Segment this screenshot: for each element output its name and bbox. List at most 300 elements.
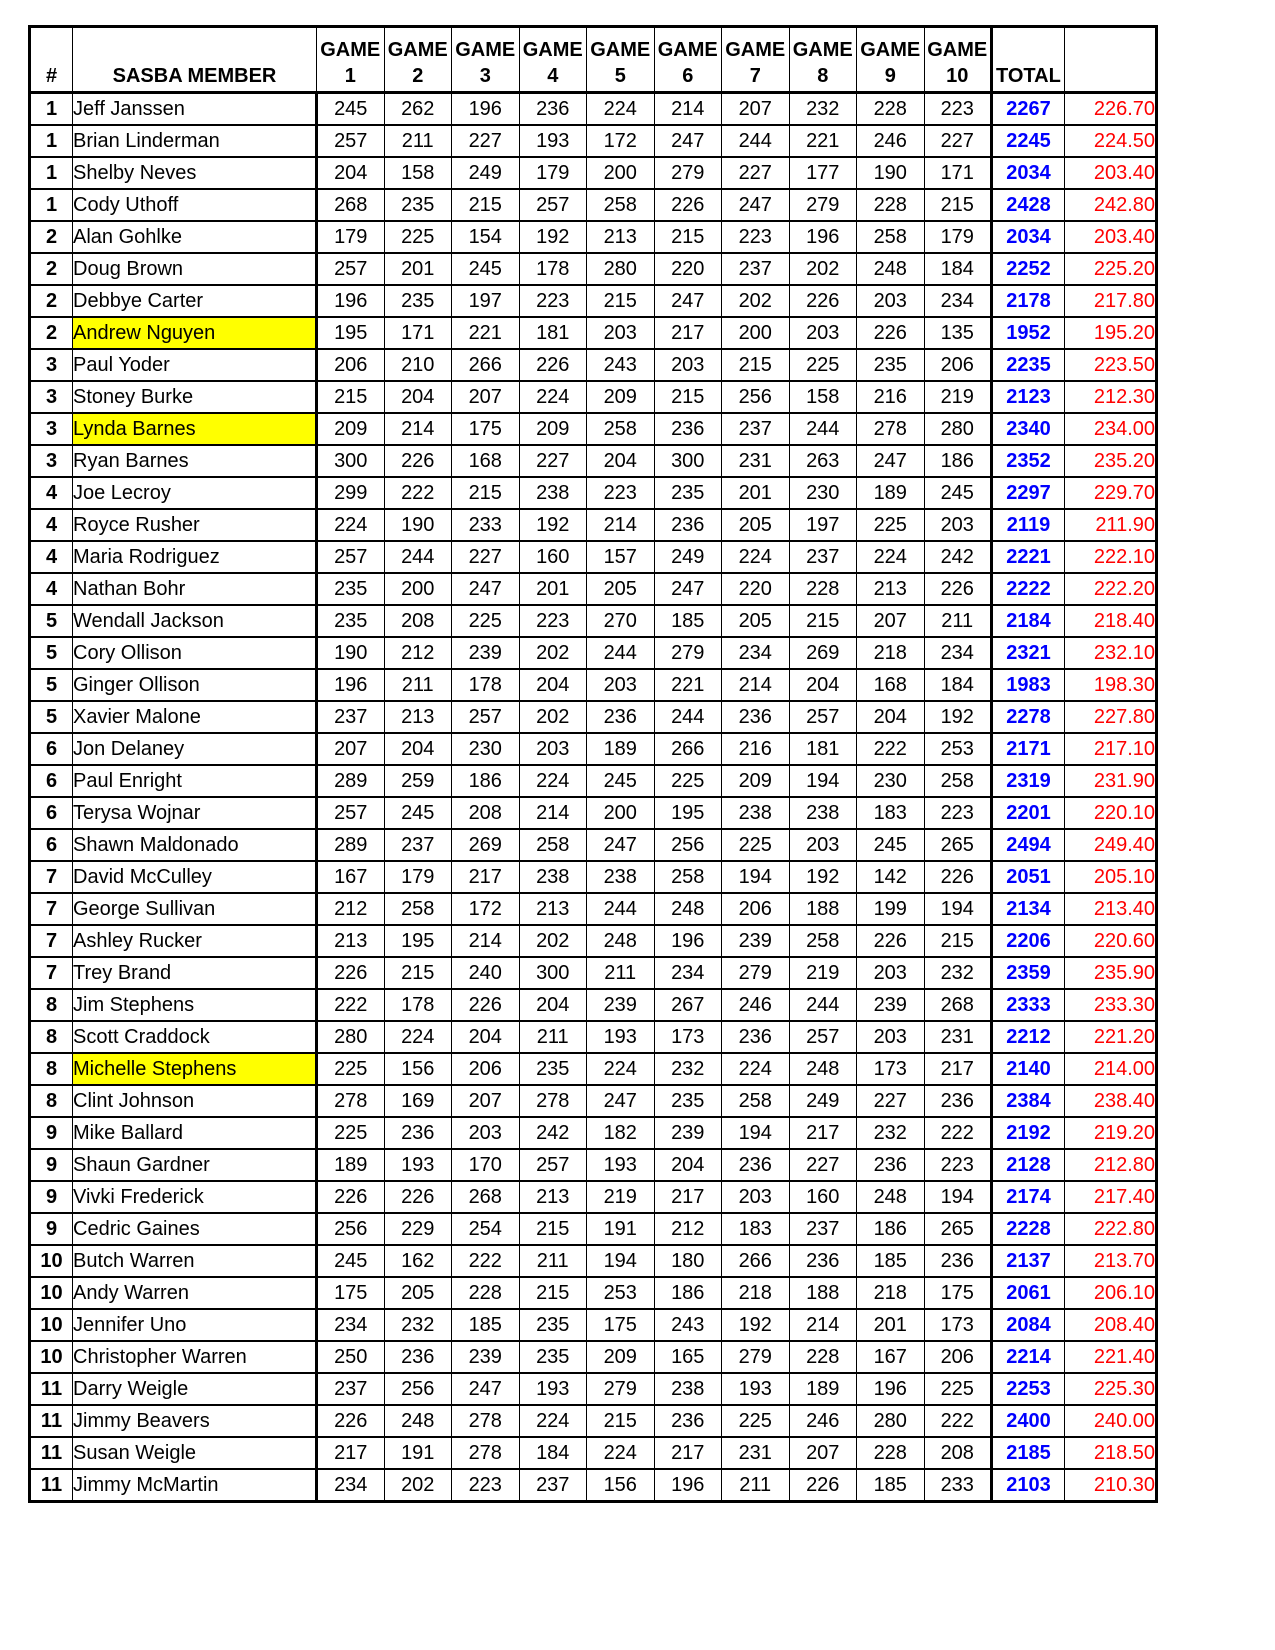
rank-cell: 11	[30, 1405, 73, 1437]
game-5-score: 209	[587, 381, 655, 413]
game-3-score: 175	[452, 413, 520, 445]
rank-cell: 8	[30, 1021, 73, 1053]
table-row	[30, 1213, 1157, 1245]
game-3-score: 204	[452, 1021, 520, 1053]
rank-cell: 11	[30, 1373, 73, 1405]
table-row	[30, 1437, 1157, 1469]
game-10-score: 206	[924, 1341, 992, 1373]
game-9-score: 196	[857, 1373, 925, 1405]
game-6-score: 235	[654, 477, 722, 509]
game-3-score: 178	[452, 669, 520, 701]
game-7-score: 223	[722, 221, 790, 253]
game-3-score: 245	[452, 253, 520, 285]
game-4-score: 278	[519, 1085, 587, 1117]
game-header-label: GAME	[320, 39, 381, 61]
game-6-score: 258	[654, 861, 722, 893]
game-8-score: 279	[789, 189, 857, 221]
game-10-score: 206	[924, 349, 992, 381]
game-1-score: 226	[317, 1405, 385, 1437]
game-9-score: 248	[857, 253, 925, 285]
game-2-score: 195	[384, 925, 452, 957]
game-6-score: 300	[654, 445, 722, 477]
rank-cell: 10	[30, 1309, 73, 1341]
member-name-cell: Vivki Frederick	[73, 1181, 317, 1213]
game-9-score: 199	[857, 893, 925, 925]
rank-cell: 6	[30, 765, 73, 797]
member-name-cell: David McCulley	[73, 861, 317, 893]
average-score: 226.70	[1065, 93, 1157, 126]
game-7-score: 194	[722, 1117, 790, 1149]
table-header	[30, 27, 1157, 93]
game-9-score: 222	[857, 733, 925, 765]
average-score: 231.90	[1065, 765, 1157, 797]
game-2-score: 256	[384, 1373, 452, 1405]
game-10-score: 225	[924, 1373, 992, 1405]
game-4-header	[519, 27, 587, 93]
game-1-score: 300	[317, 445, 385, 477]
game-8-score: 257	[789, 701, 857, 733]
game-1-score: 237	[317, 701, 385, 733]
game-5-score: 200	[587, 797, 655, 829]
game-6-score: 220	[654, 253, 722, 285]
rank-cell: 4	[30, 541, 73, 573]
member-name-cell: Christopher Warren	[73, 1341, 317, 1373]
average-score: 214.00	[1065, 1053, 1157, 1085]
member-name-cell: Maria Rodriguez	[73, 541, 317, 573]
member-name-cell: Xavier Malone	[73, 701, 317, 733]
game-8-score: 226	[789, 285, 857, 317]
game-header-label: GAME	[927, 39, 988, 61]
game-8-score: 192	[789, 861, 857, 893]
game-7-score: 236	[722, 1149, 790, 1181]
game-8-score: 177	[789, 157, 857, 189]
game-5-score: 156	[587, 1469, 655, 1502]
table-row	[30, 861, 1157, 893]
game-1-score: 167	[317, 861, 385, 893]
game-1-score: 204	[317, 157, 385, 189]
table-row	[30, 445, 1157, 477]
game-9-score: 228	[857, 189, 925, 221]
game-7-score: 193	[722, 1373, 790, 1405]
game-9-score: 245	[857, 829, 925, 861]
game-2-score: 226	[384, 445, 452, 477]
average-score: 217.80	[1065, 285, 1157, 317]
game-8-score: 188	[789, 1277, 857, 1309]
average-header	[1065, 27, 1157, 93]
total-score: 2119	[992, 509, 1065, 541]
game-6-score: 239	[654, 1117, 722, 1149]
total-score: 2278	[992, 701, 1065, 733]
game-7-score: 207	[722, 93, 790, 126]
game-5-score: 247	[587, 1085, 655, 1117]
rank-cell: 9	[30, 1117, 73, 1149]
game-4-score: 235	[519, 1053, 587, 1085]
game-9-score: 248	[857, 1181, 925, 1213]
game-6-score: 266	[654, 733, 722, 765]
game-7-score: 279	[722, 1341, 790, 1373]
total-score: 2171	[992, 733, 1065, 765]
total-score: 2137	[992, 1245, 1065, 1277]
game-5-score: 247	[587, 829, 655, 861]
game-1-score: 225	[317, 1117, 385, 1149]
average-score: 212.30	[1065, 381, 1157, 413]
game-2-score: 178	[384, 989, 452, 1021]
total-score: 2384	[992, 1085, 1065, 1117]
rank-cell: 3	[30, 413, 73, 445]
rank-cell: 10	[30, 1245, 73, 1277]
member-name-cell: Andy Warren	[73, 1277, 317, 1309]
total-score: 2428	[992, 189, 1065, 221]
game-3-score: 239	[452, 637, 520, 669]
game-9-score: 216	[857, 381, 925, 413]
game-5-score: 189	[587, 733, 655, 765]
game-7-score: 266	[722, 1245, 790, 1277]
game-9-score: 224	[857, 541, 925, 573]
member-name-cell: Brian Linderman	[73, 125, 317, 157]
game-9-score: 207	[857, 605, 925, 637]
member-name-cell: Ashley Rucker	[73, 925, 317, 957]
game-7-score: 247	[722, 189, 790, 221]
game-8-score: 237	[789, 541, 857, 573]
game-5-score: 244	[587, 637, 655, 669]
rank-cell: 1	[30, 189, 73, 221]
game-5-score: 224	[587, 1053, 655, 1085]
game-7-score: 279	[722, 957, 790, 989]
rank-cell: 8	[30, 1053, 73, 1085]
game-6-score: 186	[654, 1277, 722, 1309]
average-score: 222.80	[1065, 1213, 1157, 1245]
member-name-cell: Jennifer Uno	[73, 1309, 317, 1341]
table-row	[30, 701, 1157, 733]
game-5-score: 209	[587, 1341, 655, 1373]
game-2-score: 179	[384, 861, 452, 893]
rank-cell: 7	[30, 893, 73, 925]
game-6-score: 236	[654, 1405, 722, 1437]
game-10-score: 222	[924, 1405, 992, 1437]
game-7-score: 211	[722, 1469, 790, 1502]
member-name-cell: Trey Brand	[73, 957, 317, 989]
game-5-score: 279	[587, 1373, 655, 1405]
total-score: 2253	[992, 1373, 1065, 1405]
game-7-score: 216	[722, 733, 790, 765]
game-3-score: 197	[452, 285, 520, 317]
table-row	[30, 669, 1157, 701]
table-row	[30, 93, 1157, 126]
game-6-header	[654, 27, 722, 93]
game-6-score: 256	[654, 829, 722, 861]
game-3-score: 196	[452, 93, 520, 126]
table-row	[30, 637, 1157, 669]
game-6-score: 196	[654, 1469, 722, 1502]
total-score: 2103	[992, 1469, 1065, 1502]
game-1-score: 257	[317, 253, 385, 285]
member-name-cell: Doug Brown	[73, 253, 317, 285]
game-8-score: 158	[789, 381, 857, 413]
total-score: 2128	[992, 1149, 1065, 1181]
game-6-score: 212	[654, 1213, 722, 1245]
average-score: 205.10	[1065, 861, 1157, 893]
game-5-score: 243	[587, 349, 655, 381]
game-10-score: 192	[924, 701, 992, 733]
total-score: 2340	[992, 413, 1065, 445]
game-6-score: 248	[654, 893, 722, 925]
game-2-score: 236	[384, 1117, 452, 1149]
member-name-cell: Darry Weigle	[73, 1373, 317, 1405]
game-8-score: 181	[789, 733, 857, 765]
average-score: 242.80	[1065, 189, 1157, 221]
game-7-score: 236	[722, 1021, 790, 1053]
game-3-score: 215	[452, 477, 520, 509]
game-9-score: 185	[857, 1469, 925, 1502]
game-7-score: 231	[722, 445, 790, 477]
game-8-score: 194	[789, 765, 857, 797]
game-10-score: 280	[924, 413, 992, 445]
game-3-score: 269	[452, 829, 520, 861]
table-row	[30, 957, 1157, 989]
average-score: 195.20	[1065, 317, 1157, 349]
game-10-score: 179	[924, 221, 992, 253]
game-7-score: 201	[722, 477, 790, 509]
total-score: 2206	[992, 925, 1065, 957]
game-1-score: 222	[317, 989, 385, 1021]
game-header-number: 1	[344, 65, 356, 87]
game-9-score: 228	[857, 1437, 925, 1469]
average-score: 229.70	[1065, 477, 1157, 509]
game-header-label: GAME	[590, 39, 651, 61]
average-score: 235.90	[1065, 957, 1157, 989]
table-row	[30, 157, 1157, 189]
average-score: 223.50	[1065, 349, 1157, 381]
member-name-cell: Jeff Janssen	[73, 93, 317, 126]
game-3-score: 240	[452, 957, 520, 989]
rank-cell: 6	[30, 733, 73, 765]
game-5-score: 258	[587, 413, 655, 445]
game-1-score: 235	[317, 605, 385, 637]
total-score: 2184	[992, 605, 1065, 637]
game-8-score: 244	[789, 413, 857, 445]
game-1-score: 217	[317, 1437, 385, 1469]
game-4-score: 300	[519, 957, 587, 989]
game-6-score: 215	[654, 381, 722, 413]
game-4-score: 235	[519, 1341, 587, 1373]
game-1-score: 245	[317, 93, 385, 126]
table-row	[30, 1405, 1157, 1437]
average-score: 234.00	[1065, 413, 1157, 445]
game-9-score: 168	[857, 669, 925, 701]
game-10-score: 242	[924, 541, 992, 573]
game-3-score: 206	[452, 1053, 520, 1085]
game-2-score: 193	[384, 1149, 452, 1181]
table-row	[30, 189, 1157, 221]
game-9-score: 203	[857, 285, 925, 317]
game-10-score: 265	[924, 829, 992, 861]
rank-cell: 5	[30, 637, 73, 669]
game-9-score: 246	[857, 125, 925, 157]
average-score: 225.20	[1065, 253, 1157, 285]
game-10-score: 171	[924, 157, 992, 189]
total-score: 2245	[992, 125, 1065, 157]
game-7-score: 256	[722, 381, 790, 413]
game-4-score: 226	[519, 349, 587, 381]
game-5-score: 248	[587, 925, 655, 957]
game-7-score: 205	[722, 605, 790, 637]
game-8-score: 160	[789, 1181, 857, 1213]
game-7-score: 236	[722, 701, 790, 733]
game-2-score: 225	[384, 221, 452, 253]
total-score: 2252	[992, 253, 1065, 285]
game-8-score: 228	[789, 573, 857, 605]
game-5-score: 253	[587, 1277, 655, 1309]
total-score: 2494	[992, 829, 1065, 861]
game-3-score: 217	[452, 861, 520, 893]
game-header-number: 4	[547, 65, 559, 87]
game-6-score: 279	[654, 157, 722, 189]
game-2-score: 213	[384, 701, 452, 733]
game-8-score: 203	[789, 317, 857, 349]
game-6-score: 214	[654, 93, 722, 126]
game-7-score: 239	[722, 925, 790, 957]
game-5-score: 223	[587, 477, 655, 509]
game-header-label: GAME	[387, 39, 448, 61]
average-score: 227.80	[1065, 701, 1157, 733]
game-10-score: 234	[924, 637, 992, 669]
game-1-score: 207	[317, 733, 385, 765]
game-9-score: 247	[857, 445, 925, 477]
game-4-score: 202	[519, 637, 587, 669]
average-score: 213.70	[1065, 1245, 1157, 1277]
game-7-score: 192	[722, 1309, 790, 1341]
table-row	[30, 893, 1157, 925]
total-score: 2235	[992, 349, 1065, 381]
game-1-score: 237	[317, 1373, 385, 1405]
game-5-score: 191	[587, 1213, 655, 1245]
game-10-score: 223	[924, 93, 992, 126]
member-name-cell-highlighted: Lynda Barnes	[73, 413, 317, 445]
game-8-score: 248	[789, 1053, 857, 1085]
game-9-score: 239	[857, 989, 925, 1021]
game-1-score: 226	[317, 957, 385, 989]
average-score: 206.10	[1065, 1277, 1157, 1309]
table-row	[30, 1309, 1157, 1341]
game-8-score: 214	[789, 1309, 857, 1341]
game-10-score: 223	[924, 797, 992, 829]
game-5-score: 245	[587, 765, 655, 797]
average-score: 220.10	[1065, 797, 1157, 829]
total-score: 2084	[992, 1309, 1065, 1341]
member-name-cell: Ryan Barnes	[73, 445, 317, 477]
total-score: 2222	[992, 573, 1065, 605]
game-8-score: 217	[789, 1117, 857, 1149]
game-7-score: 206	[722, 893, 790, 925]
game-10-score: 258	[924, 765, 992, 797]
game-5-score: 238	[587, 861, 655, 893]
member-name-cell: Jimmy McMartin	[73, 1469, 317, 1502]
rank-cell: 11	[30, 1469, 73, 1502]
average-score: 219.20	[1065, 1117, 1157, 1149]
game-9-header	[857, 27, 925, 93]
rank-cell: 5	[30, 701, 73, 733]
total-score: 2178	[992, 285, 1065, 317]
table-row	[30, 573, 1157, 605]
rank-cell: 1	[30, 93, 73, 126]
game-4-score: 211	[519, 1021, 587, 1053]
game-9-score: 142	[857, 861, 925, 893]
rank-cell: 11	[30, 1437, 73, 1469]
rank-cell: 9	[30, 1181, 73, 1213]
game-8-score: 230	[789, 477, 857, 509]
game-10-score: 236	[924, 1245, 992, 1277]
game-3-score: 230	[452, 733, 520, 765]
game-9-score: 278	[857, 413, 925, 445]
game-5-score: 219	[587, 1181, 655, 1213]
game-header-number: 8	[817, 65, 829, 87]
game-2-score: 235	[384, 189, 452, 221]
game-1-score: 235	[317, 573, 385, 605]
game-10-score: 222	[924, 1117, 992, 1149]
game-1-score: 195	[317, 317, 385, 349]
game-9-score: 185	[857, 1245, 925, 1277]
rank-cell: 8	[30, 1085, 73, 1117]
game-4-score: 193	[519, 1373, 587, 1405]
game-4-score: 237	[519, 1469, 587, 1502]
game-3-score: 221	[452, 317, 520, 349]
game-4-score: 202	[519, 925, 587, 957]
table-row	[30, 829, 1157, 861]
member-name-cell: Clint Johnson	[73, 1085, 317, 1117]
game-4-score: 192	[519, 221, 587, 253]
game-2-score: 205	[384, 1277, 452, 1309]
game-10-score: 268	[924, 989, 992, 1021]
game-5-score: 213	[587, 221, 655, 253]
game-3-score: 247	[452, 573, 520, 605]
game-10-score: 215	[924, 189, 992, 221]
game-4-score: 223	[519, 605, 587, 637]
game-1-score: 245	[317, 1245, 385, 1277]
member-name-cell: Jimmy Beavers	[73, 1405, 317, 1437]
game-8-score: 258	[789, 925, 857, 957]
total-score: 2123	[992, 381, 1065, 413]
average-score: 232.10	[1065, 637, 1157, 669]
total-score: 2319	[992, 765, 1065, 797]
table-row	[30, 765, 1157, 797]
game-10-score: 219	[924, 381, 992, 413]
average-score: 212.80	[1065, 1149, 1157, 1181]
game-1-score: 278	[317, 1085, 385, 1117]
game-4-score: 257	[519, 189, 587, 221]
game-7-score: 244	[722, 125, 790, 157]
game-header-number: 2	[412, 65, 424, 87]
total-score: 2333	[992, 989, 1065, 1021]
game-2-score: 245	[384, 797, 452, 829]
game-4-score: 257	[519, 1149, 587, 1181]
table-row	[30, 1085, 1157, 1117]
game-9-score: 235	[857, 349, 925, 381]
game-3-score: 185	[452, 1309, 520, 1341]
game-2-score: 262	[384, 93, 452, 126]
game-1-score: 206	[317, 349, 385, 381]
game-4-score: 224	[519, 765, 587, 797]
game-9-score: 203	[857, 957, 925, 989]
game-header-number: 7	[749, 65, 761, 87]
game-7-score: 238	[722, 797, 790, 829]
member-name-cell: Cody Uthoff	[73, 189, 317, 221]
game-8-score: 215	[789, 605, 857, 637]
game-7-score: 218	[722, 1277, 790, 1309]
game-6-score: 203	[654, 349, 722, 381]
game-3-score: 203	[452, 1117, 520, 1149]
table-row	[30, 541, 1157, 573]
game-4-score: 204	[519, 989, 587, 1021]
